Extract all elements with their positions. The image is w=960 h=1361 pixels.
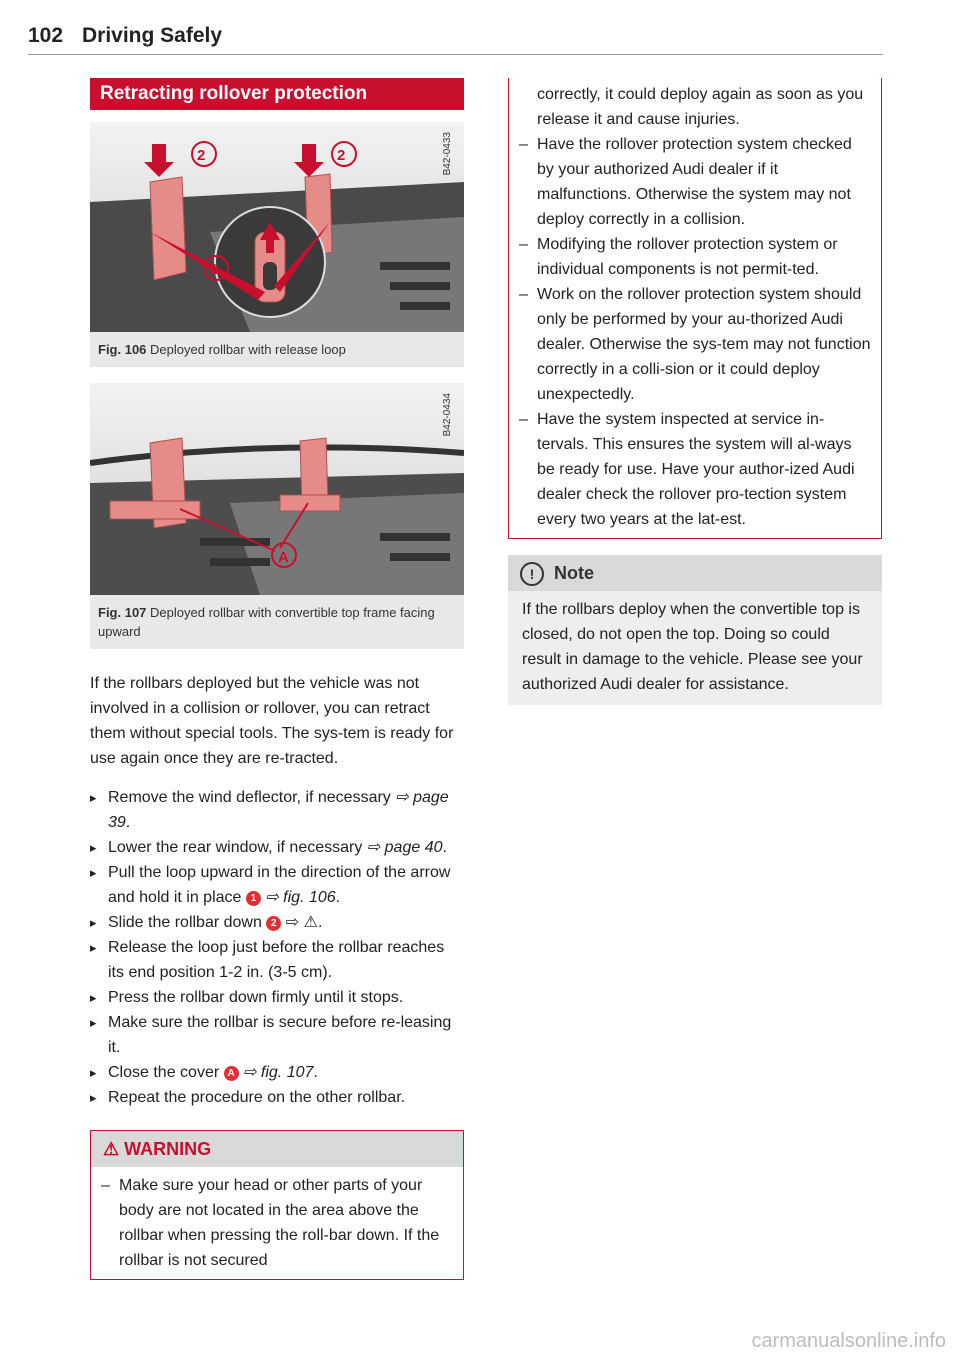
figure-code: B42-0433 [442,132,453,176]
step: ▸ Lower the rear window, if necessary ⇨ page 40. [90,835,464,860]
section-title: Driving Safely [82,24,223,47]
callout-2-right: 2 [337,147,346,164]
step: ▸ Release the loop just before the rollbar reaches its end position 1-2 in. (3-5 cm). [90,935,464,985]
callout-1: 1 [210,261,219,278]
page-link[interactable]: ⇨ page 39 [108,789,449,831]
figure-107-image [90,383,464,595]
figure-caption-text: Deployed rollbar with release loop [150,342,346,357]
warning-continued-text: correctly, it could deploy again as soon as you release it and cause injuries. [537,86,864,128]
right-column [508,78,882,705]
step: ▸ Remove the wind deflector, if necessary ⇨ page 39. [90,785,464,835]
figure-107-caption [90,595,464,649]
rollbar-release-loop-illustration [90,122,464,332]
step: ▸ Make sure the rollbar is secure before re-leasing it. [90,1010,464,1060]
figure-106-image [90,122,464,332]
note-box [508,555,882,705]
callout-a: A [278,549,289,566]
page-link[interactable]: ⇨ page 40 [366,839,443,856]
warning-link[interactable]: ⇨ ⚠ [281,914,318,931]
figure-link[interactable]: ⇨ fig. 106 [260,889,336,906]
warning-item: – Make sure your head or other parts of your body are not located in the area above the rollbar when pressing the roll-bar down. If the rollbar is not secured [101,1173,453,1273]
note-header [508,555,882,591]
step: ▸ Close the cover A ⇨ fig. 107. [90,1060,464,1085]
figure-label: Fig. 107 [98,605,147,620]
note-title: Note [554,563,594,583]
warning-item: – Work on the rollover protection system should only be performed by your au-thorized Audi dealer. Otherwise the sys-tem may not function correctly in a colli-sion or it could deploy unexpectedly. [519,282,871,407]
warning-icon: ⚠ [103,1139,120,1159]
info-icon: ! [520,562,544,586]
figure-code: B42-0434 [442,393,453,437]
warning-list [101,1173,453,1273]
left-column [90,78,464,1280]
page-number: 102 [28,24,64,47]
callout-2-left: 2 [197,147,206,164]
figure-106 [90,122,464,367]
intro-paragraph: If the rollbars deployed but the vehicle was not involved in a collision or rollover, you can retract them without special tools. The sys-tem is ready for use again once they are re-tracted. [90,675,454,767]
warning-item: – Have the system inspected at service in-tervals. This ensures the system will al-ways be ready for use. Have your author-ized Audi dealer check the rollover pro-tection system every two years at the lat-est. [519,407,871,532]
figure-107 [90,383,464,649]
page-header [28,24,883,55]
step: ▸ Press the rollbar down firmly until it stops. [90,985,464,1010]
figure-caption-text: Deployed rollbar with convertible top frame facing upward [98,605,435,639]
watermark: carmanualsonline.info [751,1330,946,1352]
note-body: If the rollbars deploy when the convertible top is closed, do not open the top. Doing so could result in damage to the vehicle. Please see your authorized Audi dealer for assistance. [522,601,863,693]
figure-106-caption [90,332,464,367]
figure-label: Fig. 106 [98,342,147,357]
figure-link[interactable]: ⇨ fig. 107 [238,1064,314,1081]
callout-marker: 2 [266,916,281,931]
warning-continued [508,78,882,539]
warning-list [519,132,871,532]
section-heading: Retracting rollover protection [90,78,464,110]
rollbar-top-frame-illustration [90,383,464,595]
warning-header [91,1131,463,1167]
callout-marker: 1 [246,891,261,906]
procedure-steps [90,785,464,1110]
warning-body [91,1167,463,1279]
warning-item: – Modifying the rollover protection system or individual components is not permit-ted. [519,232,871,282]
callout-marker: A [224,1066,239,1081]
step: ▸ Repeat the procedure on the other rollbar. [90,1085,464,1110]
warning-title: WARNING [124,1139,212,1159]
warning-item: – Have the rollover protection system checked by your authorized Audi dealer if it malfunctions. Otherwise the system may not deploy correctly in a collision. [519,132,871,232]
warning-box [90,1130,464,1280]
step: ▸ Slide the rollbar down 2 ⇨ ⚠. [90,910,464,935]
step: ▸ Pull the loop upward in the direction of the arrow and hold it in place 1 ⇨ fig. 106. [90,860,464,910]
